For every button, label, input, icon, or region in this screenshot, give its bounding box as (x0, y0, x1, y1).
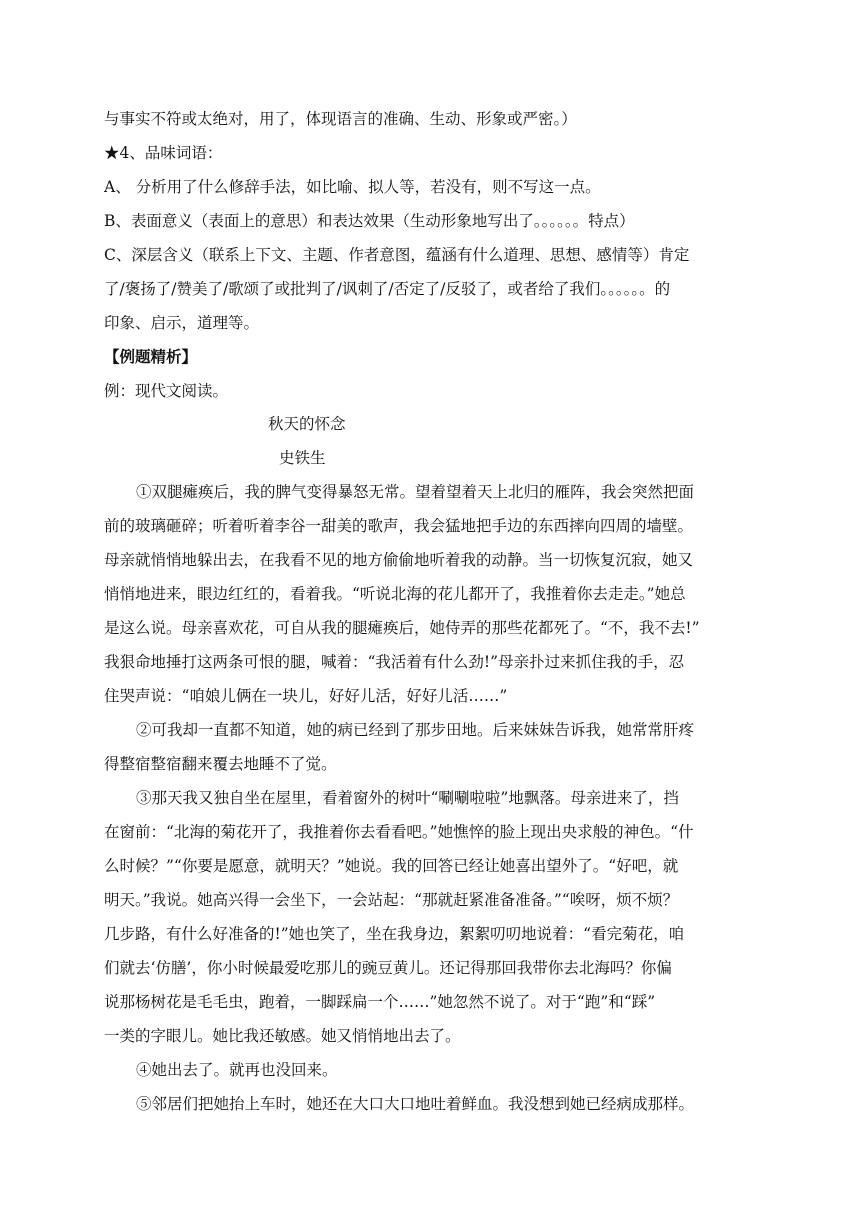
intro-line: B、表面意义（表面上的意思）和表达效果（生动形象地写出了。。。。。。特点） (104, 212, 635, 230)
example-intro: 例：现代文阅读。 (104, 382, 229, 400)
paragraph-line: 们就去‘仿膳’，你小时候最爱吃那儿的豌豆黄儿。还记得那回我带你去北海吗？你偏 (104, 959, 672, 977)
paragraph-line: 说那杨树花是毛毛虫，跑着，一脚踩扁一个……”她忽然不说了。对于“跑”和“踩” (104, 993, 656, 1011)
paragraph-line: 么时候？”“你要是愿意，就明天？”她说。我的回答已经让她喜出望外了。“好吧，就 (104, 857, 679, 875)
paragraph-line: 一类的字眼儿。她比我还敏感。她又悄悄地出去了。 (104, 1027, 461, 1045)
intro-line: A、 分析用了什么修辞手法，如比喻、拟人等，若没有，则不写这一点。 (104, 178, 601, 196)
paragraph-line: ④她出去了。就再也没回来。 (136, 1061, 338, 1079)
paragraph-line: 是这么说。母亲喜欢花，可自从我的腿瘫痪后，她侍弄的那些花都死了。“不，我不去!” (104, 619, 700, 637)
paragraph-line: 明天。”我说。她高兴得一会坐下，一会站起：“那就赶紧准备准备。”“唉呀，烦不烦？ (104, 891, 679, 909)
intro-line: 与事实不符或太绝对，用了，体现语言的准确、生动、形象或严密。） (104, 110, 577, 128)
paragraph-line: ②可我却一直都不知道，她的病已经到了那步田地。后来妹妹告诉我，她常常肝疼 (136, 721, 695, 739)
intro-line: C、深层含义（联系上下文、主题、作者意图，蕴涵有什么道理、思想、感情等）肯定 (104, 246, 690, 264)
paragraph-line: 几步路，有什么好准备的!”她也笑了，坐在我身边，絮絮叨叨地说着：“看完菊花，咱 (104, 925, 685, 943)
paragraph-line: 悄悄地进来，眼边红红的，看着我。“听说北海的花儿都开了，我推着你去走走。”她总 (104, 585, 686, 603)
paragraph-line: 住哭声说：“咱娘儿俩在一块儿，好好儿活，好好儿活……” (104, 687, 508, 705)
paragraph-line: 母亲就悄悄地躲出去，在我看不见的地方偷偷地听着我的动静。当一切恢复沉寂，她又 (104, 551, 694, 569)
paragraph-line: 前的玻璃砸碎；听着听着李谷一甜美的歌声，我会猛地把手边的东西摔向四周的墙壁。 (104, 517, 694, 535)
paragraph-line: 得整宿整宿翻来覆去地睡不了觉。 (104, 755, 337, 773)
intro-line: ★4、品味词语： (104, 144, 223, 162)
essay-title: 秋天的怀念 (268, 415, 346, 433)
paragraph-line: ③那天我又独自坐在屋里，看着窗外的树叶“唰唰啦啦”地飘落。母亲进来了，挡 (136, 789, 679, 807)
paragraph-line: ①双腿瘫痪后，我的脾气变得暴怒无常。望着望着天上北归的雁阵，我会突然把面 (136, 483, 695, 501)
paragraph-line: 在窗前：“北海的菊花开了，我推着你去看看吧。”她憔悴的脸上现出央求般的神色。“什 (104, 823, 694, 841)
intro-line: 了/褒扬了/赞美了/歌颂了或批判了/讽刺了/否定了/反驳了，或者给了我们。。。。。。的 (104, 280, 671, 298)
essay-author: 史铁生 (279, 449, 326, 467)
paragraph-line: ⑤邻居们把她抬上车时，她还在大口大口地吐着鲜血。我没想到她已经病成那样。 (136, 1095, 695, 1113)
section-heading: 【例题精析】 (104, 348, 198, 366)
paragraph-line: 我狠命地捶打这两条可恨的腿，喊着：“我活着有什么劲!”母亲扑过来抓住我的手，忍 (104, 653, 685, 671)
intro-line: 印象、启示，道理等。 (104, 314, 260, 332)
